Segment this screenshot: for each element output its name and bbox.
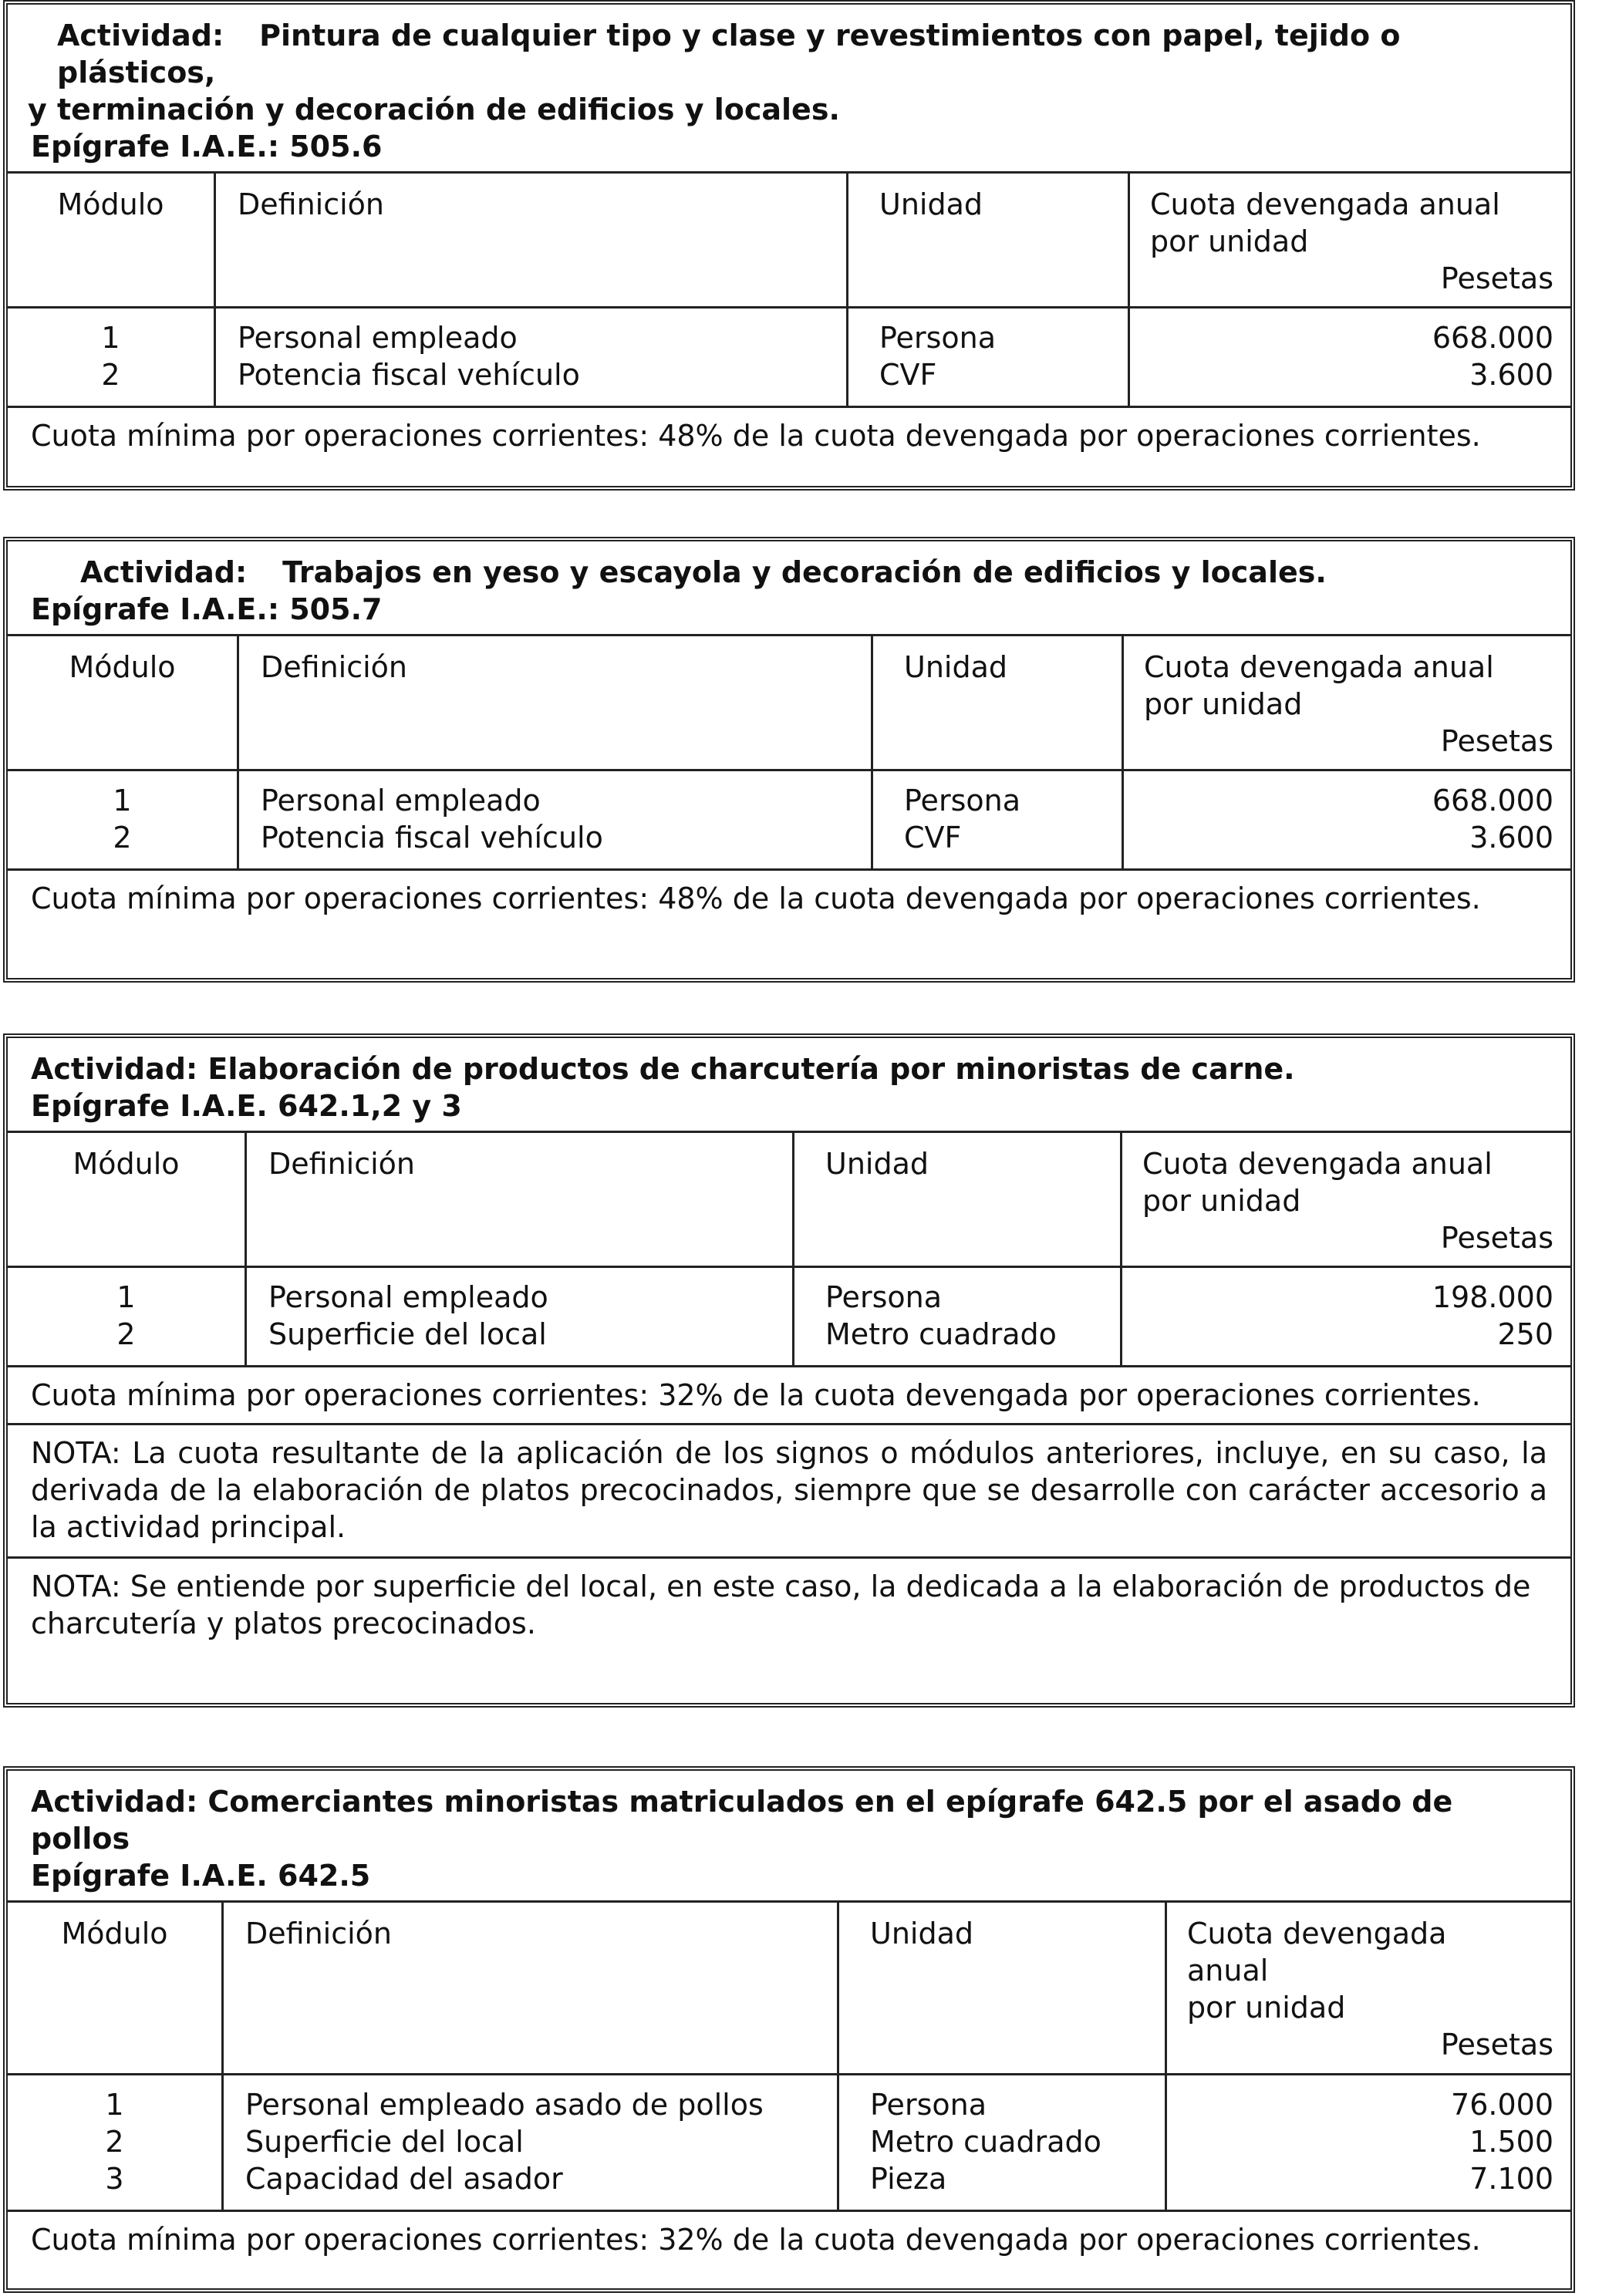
cuota-values <box>1167 2075 1570 2210</box>
table-row-modulo: 1 <box>105 2088 124 2122</box>
table-row-cuota: 1.500 <box>1469 2125 1553 2159</box>
table-row-unidad: Persona <box>879 321 996 355</box>
section-header <box>8 541 1570 636</box>
table-row-definicion: Superficie del local <box>245 2125 524 2159</box>
section-header <box>8 1038 1570 1133</box>
col-header-modulo: Módulo <box>8 1133 247 1268</box>
unidad-values <box>794 1268 1122 1365</box>
cuota-minima: Cuota mínima por operaciones corrientes: 32% de la cuota devengada por operaciones corrientes. <box>31 1378 1481 1412</box>
cuota-header-line2: por unidad <box>1142 1184 1301 1218</box>
table-row-definicion: Personal empleado <box>268 1280 548 1314</box>
actividad-text: Trabajos en yeso y escayola y decoración de edificios y locales. <box>282 555 1327 589</box>
table-row-cuota: 76.000 <box>1451 2088 1553 2122</box>
col-header-unidad: Unidad <box>794 1133 1122 1268</box>
table-row-unidad: Persona <box>870 2088 987 2122</box>
col-header-modulo: Módulo <box>8 1903 224 2075</box>
table-row-cuota: 250 <box>1497 1317 1553 1351</box>
definicion-values <box>247 1268 794 1365</box>
table-row-modulo: 1 <box>113 784 132 818</box>
cuota-header-line1b: anual <box>1187 1954 1269 1988</box>
table-row-definicion: Potencia fiscal vehículo <box>238 358 580 392</box>
epigrafe: Epígrafe I.A.E.: 505.6 <box>31 130 383 164</box>
cuota-header-currency: Pesetas <box>1440 724 1553 758</box>
table-row-cuota: 668.000 <box>1432 784 1553 818</box>
definicion-values <box>224 2075 839 2210</box>
table-row-cuota: 198.000 <box>1432 1280 1553 1314</box>
table-row-modulo: 3 <box>105 2162 124 2196</box>
actividad-title: Actividad: Comerciantes minoristas matriculados en el epígrafe 642.5 por el asado de pollos <box>31 1785 1453 1856</box>
section-642-5 <box>3 1766 1575 2293</box>
cuota-values <box>1122 1268 1570 1365</box>
cuota-header-line1: Cuota devengada anual <box>1142 1147 1493 1181</box>
table-row-unidad: Pieza <box>870 2162 947 2196</box>
table-row-modulo: 1 <box>101 321 120 355</box>
cuota-header-line2: por unidad <box>1144 687 1303 721</box>
cuota-header-currency: Pesetas <box>1440 261 1553 295</box>
table-row-modulo: 2 <box>116 1317 136 1351</box>
table-row-definicion: Personal empleado <box>238 321 518 355</box>
actividad-label: Actividad: <box>80 555 248 589</box>
definicion-values <box>239 771 873 868</box>
unidad-values <box>848 308 1130 406</box>
actividad-title <box>31 554 1552 591</box>
col-header-definicion: Definición <box>216 174 848 308</box>
actividad-label: Actividad: <box>57 19 224 52</box>
col-header-unidad: Unidad <box>873 636 1124 771</box>
col-header-cuota <box>1167 1903 1570 2075</box>
table-row-cuota: 7.100 <box>1469 2162 1553 2196</box>
module-table <box>8 1133 1570 1367</box>
section-505-7 <box>3 537 1575 983</box>
cuota-header-line1: Cuota devengada anual <box>1144 650 1494 684</box>
col-header-unidad: Unidad <box>839 1903 1167 2075</box>
col-header-definicion: Definición <box>239 636 873 771</box>
cuota-header-line2: por unidad <box>1150 224 1309 258</box>
table-row-cuota: 3.600 <box>1469 821 1553 855</box>
cuota-minima: Cuota mínima por operaciones corrientes: 48% de la cuota devengada por operaciones corrientes. <box>31 419 1481 453</box>
actividad-title-cont: y terminación y decoración de edificios y locales. <box>28 93 840 126</box>
cuota-header-currency: Pesetas <box>1440 1221 1553 1255</box>
section-header <box>8 1771 1570 1903</box>
nota: NOTA: La cuota resultante de la aplicación de los signos o módulos anteriores, incluye, en su caso, la derivada de la elaboración de platos precocinados, siempre que se desarrolle con carácter accesorio a la actividad principal. <box>8 1423 1570 1556</box>
modulo-values <box>8 2075 224 2210</box>
section-header <box>8 5 1570 174</box>
table-row-modulo: 2 <box>105 2125 124 2159</box>
cuota-header-line2: por unidad <box>1187 1991 1346 2025</box>
definicion-values <box>216 308 848 406</box>
table-row-cuota: 668.000 <box>1432 321 1553 355</box>
col-header-cuota <box>1130 174 1570 308</box>
table-row-modulo: 2 <box>113 821 132 855</box>
unidad-values <box>839 2075 1167 2210</box>
table-row-definicion: Personal empleado asado de pollos <box>245 2088 764 2122</box>
col-header-modulo: Módulo <box>8 174 216 308</box>
table-row-unidad: Persona <box>825 1280 942 1314</box>
module-table <box>8 636 1570 871</box>
cuota-values <box>1130 308 1570 406</box>
actividad-title: Actividad: Elaboración de productos de charcutería por minoristas de carne. <box>31 1052 1295 1086</box>
modulo-values <box>8 1268 247 1365</box>
col-header-definicion: Definición <box>224 1903 839 2075</box>
table-row-definicion: Personal empleado <box>261 784 541 818</box>
nota: NOTA: Se entiende por superficie del local, en este caso, la dedicada a la elaboración de productos de charcutería y platos precocinados. <box>8 1556 1570 1653</box>
table-row-unidad: CVF <box>879 358 937 392</box>
section-505-6 <box>3 0 1575 491</box>
col-header-cuota <box>1122 1133 1570 1268</box>
cuota-header-currency: Pesetas <box>1440 2028 1553 2062</box>
col-header-unidad: Unidad <box>848 174 1130 308</box>
table-row-cuota: 3.600 <box>1469 358 1553 392</box>
table-row-modulo: 2 <box>101 358 120 392</box>
table-row-unidad: CVF <box>904 821 962 855</box>
actividad-title <box>31 17 1552 91</box>
table-row-modulo: 1 <box>116 1280 136 1314</box>
cuota-minima: Cuota mínima por operaciones corrientes: 32% de la cuota devengada por operaciones corrientes. <box>31 2223 1481 2257</box>
cuota-header-line1: Cuota devengada anual <box>1150 187 1500 221</box>
cuota-minima: Cuota mínima por operaciones corrientes: 48% de la cuota devengada por operaciones corrientes. <box>31 882 1481 915</box>
table-row-unidad: Metro cuadrado <box>870 2125 1101 2159</box>
cuota-header-line1: Cuota devengada <box>1187 1917 1447 1950</box>
table-row-definicion: Capacidad del asador <box>245 2162 563 2196</box>
col-header-cuota <box>1124 636 1570 771</box>
table-row-unidad: Persona <box>904 784 1020 818</box>
epigrafe: Epígrafe I.A.E. 642.1,2 y 3 <box>31 1089 462 1123</box>
col-header-definicion: Definición <box>247 1133 794 1268</box>
module-table <box>8 1903 1570 2212</box>
cuota-values <box>1124 771 1570 868</box>
table-row-unidad: Metro cuadrado <box>825 1317 1057 1351</box>
unidad-values <box>873 771 1124 868</box>
col-header-modulo: Módulo <box>8 636 239 771</box>
module-table <box>8 174 1570 408</box>
section-642-1-2-3 <box>3 1033 1575 1708</box>
actividad-text: Pintura de cualquier tipo y clase y revestimientos con papel, tejido o plásticos, <box>57 19 1401 89</box>
epigrafe: Epígrafe I.A.E.: 505.7 <box>31 592 383 626</box>
modulo-values <box>8 771 239 868</box>
epigrafe: Epígrafe I.A.E. 642.5 <box>31 1859 371 1893</box>
modulo-values <box>8 308 216 406</box>
table-row-definicion: Superficie del local <box>268 1317 547 1351</box>
table-row-definicion: Potencia fiscal vehículo <box>261 821 603 855</box>
